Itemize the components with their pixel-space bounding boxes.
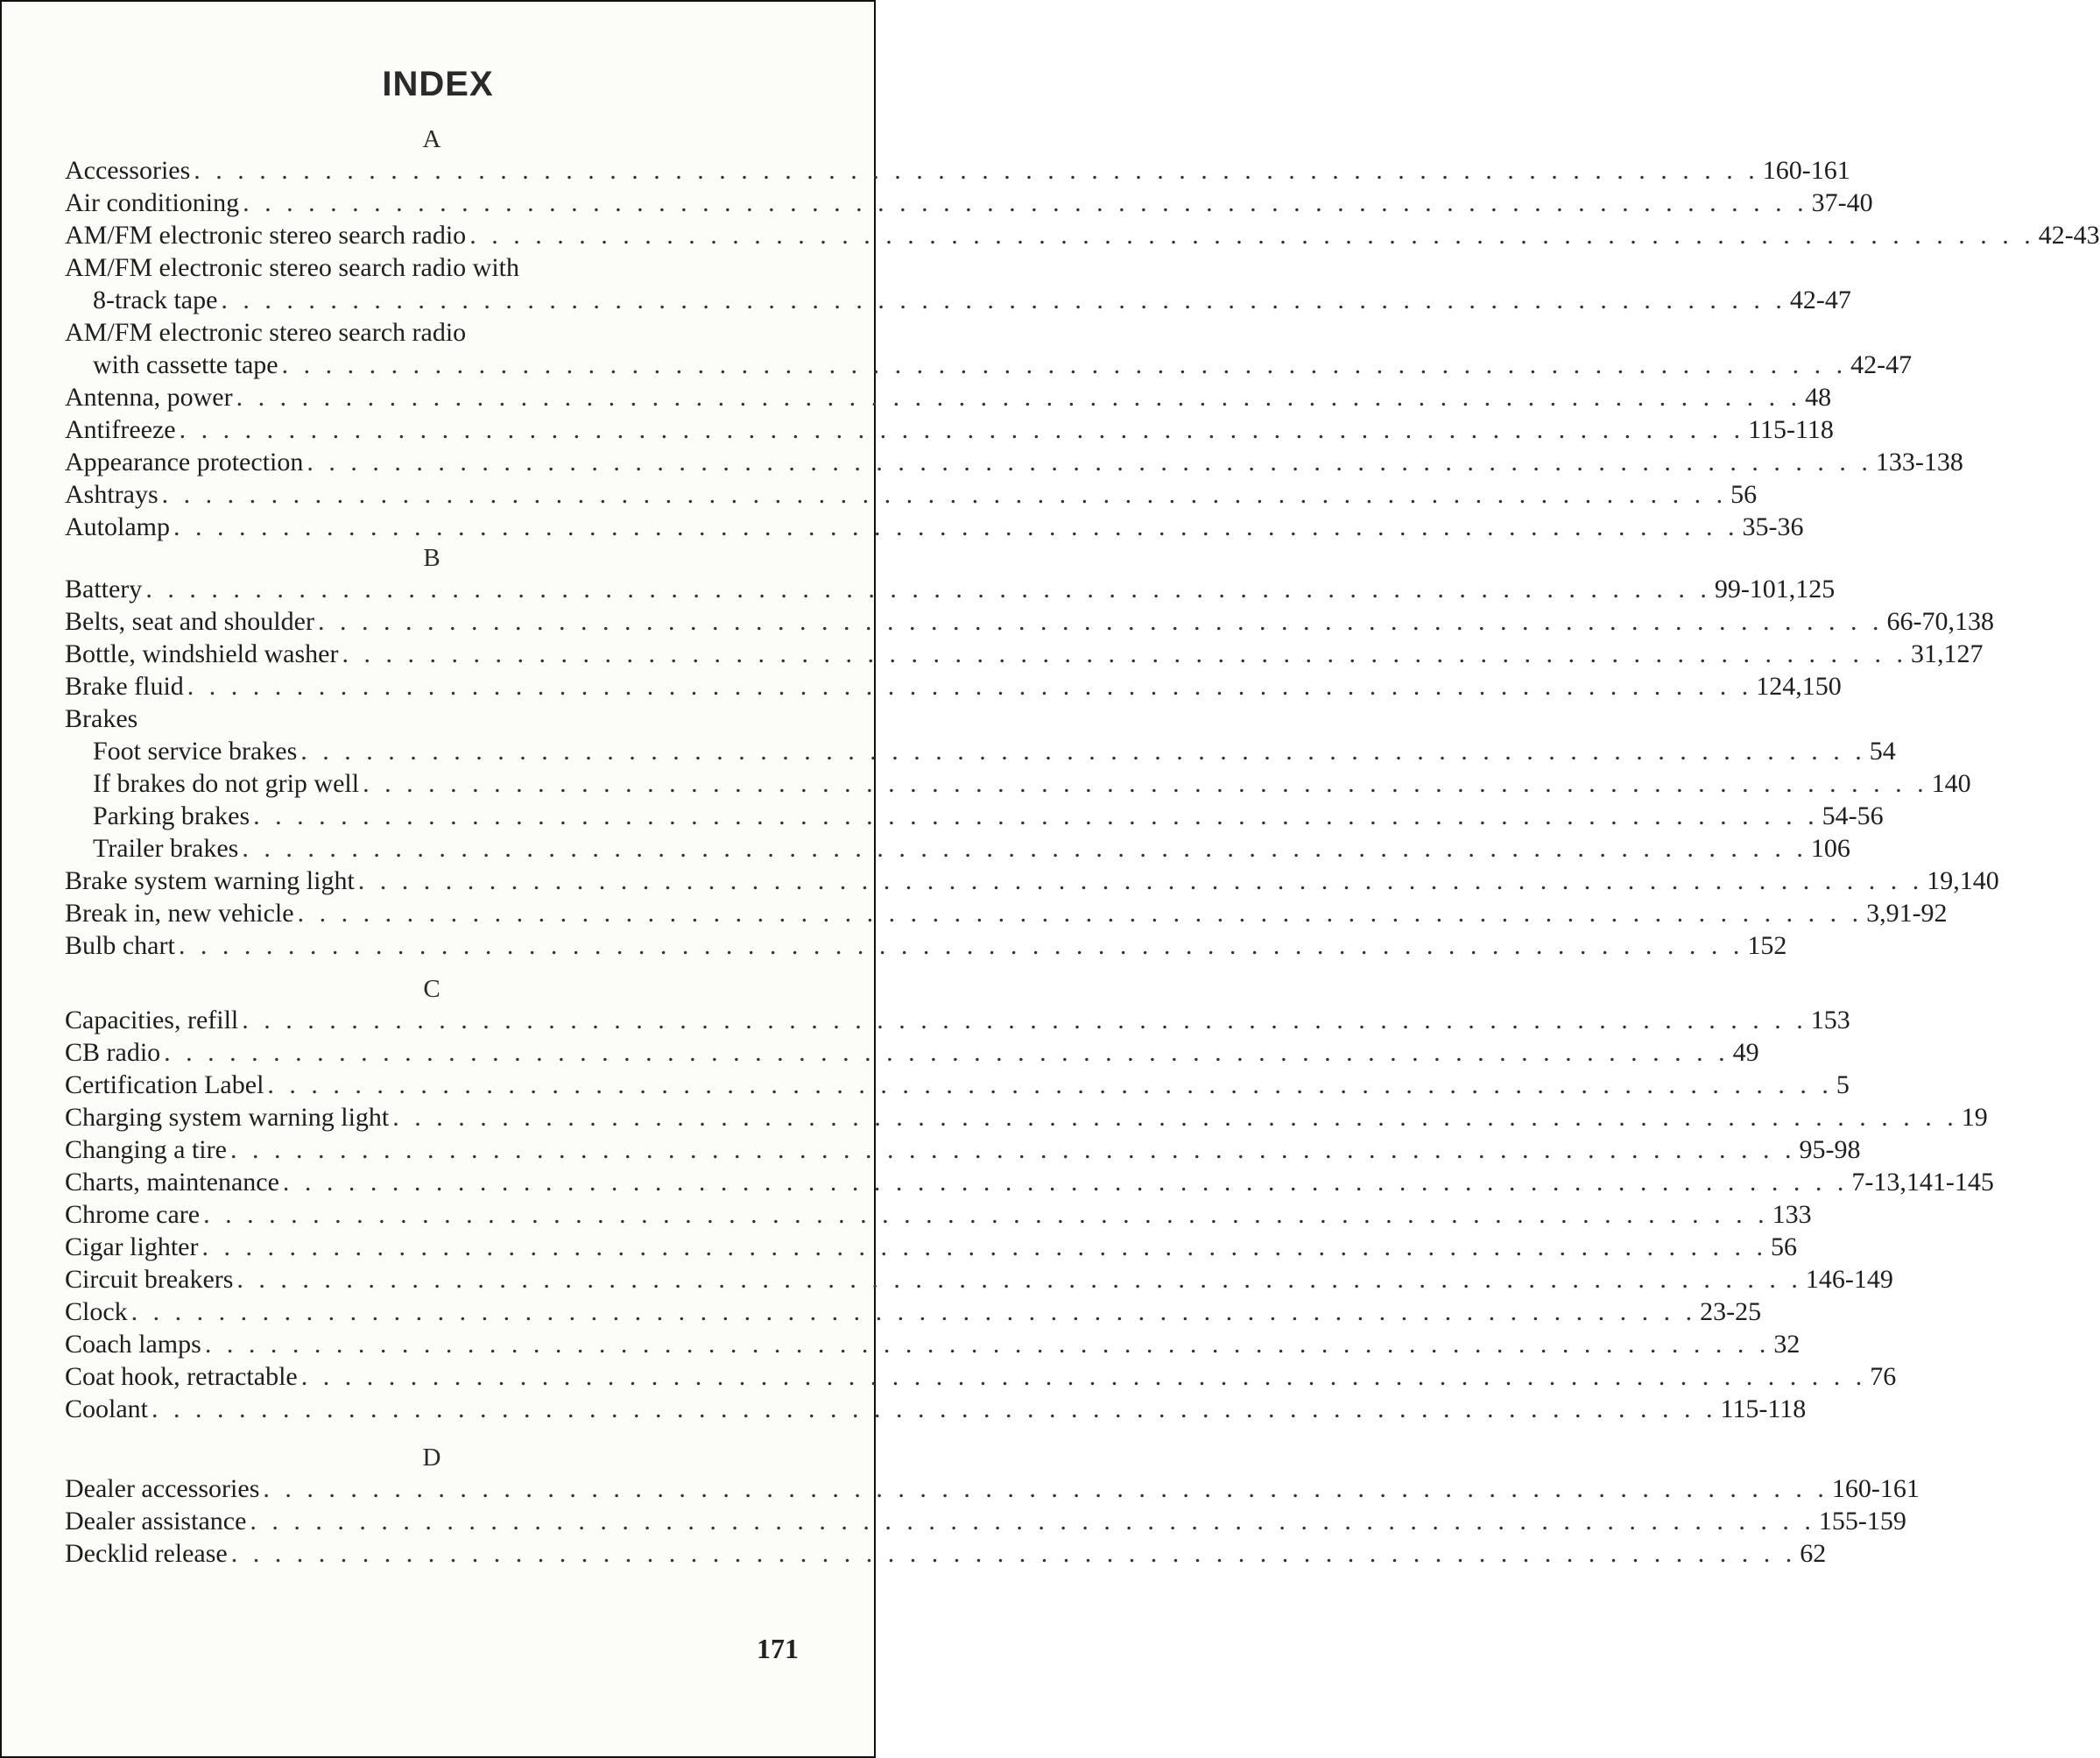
index-list <box>65 124 2100 1570</box>
entry-term: Accessories <box>65 156 191 185</box>
index-entry <box>65 1537 1827 1570</box>
entry-pages: 140 <box>1931 769 1971 798</box>
entry-term: Antenna, power <box>65 383 233 412</box>
entry-pages: 66-70,138 <box>1886 607 1994 636</box>
dot-leader: . . . . . . . . . . . . . . . . . . . . . . . . . . . . . . . . . . . . . . . . . . . . . . . . . . . . . . . . . . . . . . . . . . . . . . . . <box>164 1038 1730 1067</box>
dot-leader: . . . . . . . . . . . . . . . . . . . . . . . . . . . . . . . . . . . . . . . . . . . . . . . . . . . . . . . . . . . . . . . . . . . . . . . . <box>242 834 1808 863</box>
dot-leader: . . . . . . . . . . . . . . . . . . . . . . . . . . . . . . . . . . . . . . . . . . . . . . . . . . . . . . . . . . . . . . . . . . . . . . . . <box>357 866 1924 895</box>
entry-pages: 3,91-92 <box>1866 899 1948 928</box>
entry-pages: 76 <box>1870 1362 1897 1391</box>
dot-leader: . . . . . . . . . . . . . . . . . . . . . . . . . . . . . . . . . . . . . . . . . . . . . . . . . . . . . . . . . . . . . . . . . . . . . . . . <box>300 737 1866 766</box>
dot-leader: . . . . . . . . . . . . . . . . . . . . . . . . . . . . . . . . . . . . . . . . . . . . . . . . . . . . . . . . . . . . . . . . . . . . . . . . <box>469 221 2035 250</box>
index-entry <box>65 1004 1850 1036</box>
dot-leader: . . . . . . . . . . . . . . . . . . . . . . . . . . . . . . . . . . . . . . . . . . . . . . . . . . . . . . . . . . . . . . . . . . . . . . . . <box>297 899 1864 928</box>
dot-leader: . . . . . . . . . . . . . . . . . . . . . . . . . . . . . . . . . . . . . . . . . . . . . . . . . . . . . . . . . . . . . . . . . . . . . . . . <box>342 639 1907 668</box>
index-entry <box>65 1505 1906 1537</box>
entry-pages: 48 <box>1805 383 1832 412</box>
dot-leader: . . . . . . . . . . . . . . . . . . . . . . . . . . . . . . . . . . . . . . . . . . . . . . . . . . . . . . . . . . . . . . . . . . . . . . . . <box>152 1394 1717 1423</box>
entry-pages: 95-98 <box>1799 1135 1861 1164</box>
dot-leader: . . . . . . . . . . . . . . . . . . . . . . . . . . . . . . . . . . . . . . . . . . . . . . . . . . . . . . . . . . . . . . . . . . . . . . . . <box>317 607 1884 636</box>
entry-pages: 133 <box>1772 1200 1812 1229</box>
index-entry <box>65 1101 1988 1133</box>
section-letter: D <box>422 1444 441 1472</box>
index-entry <box>65 1472 1920 1505</box>
dot-leader: . . . . . . . . . . . . . . . . . . . . . . . . . . . . . . . . . . . . . . . . . . . . . . . . . . . . . . . . . . . . . . . . . . . . . . . . <box>281 350 1848 379</box>
index-entry <box>65 1328 1801 1360</box>
entry-term: AM/FM electronic stereo search radio <box>65 318 467 347</box>
dot-leader: . . . . . . . . . . . . . . . . . . . . . . . . . . . . . . . . . . . . . . . . . . . . . . . . . . . . . . . . . . . . . . . . . . . . . . . . <box>187 672 1753 701</box>
dot-leader: . . . . . . . . . . . . . . . . . . . . . . . . . . . . . . . . . . . . . . . . . . . . . . . . . . . . . . . . . . . . . . . . . . . . . . . . <box>179 415 1745 444</box>
index-entry <box>65 1036 1759 1069</box>
entry-term: Charts, maintenance <box>65 1168 279 1197</box>
entry-pages: 115-118 <box>1748 415 1834 444</box>
index-entry <box>65 800 1884 832</box>
entry-pages: 35-36 <box>1742 512 1804 541</box>
dot-leader: . . . . . . . . . . . . . . . . . . . . . . . . . . . . . . . . . . . . . . . . . . . . . . . . . . . . . . . . . . . . . . . . . . . . . . . . <box>203 1200 1769 1229</box>
index-entry <box>65 413 1834 446</box>
entry-pages: 42-43 <box>2038 221 2100 250</box>
entry-pages: 146-149 <box>1805 1265 1893 1294</box>
index-entry <box>65 478 1758 511</box>
entry-pages: 155-159 <box>1818 1507 1906 1536</box>
entry-term: Bulb chart <box>65 931 175 960</box>
entry-pages: 7-13,141-145 <box>1851 1168 1994 1197</box>
entry-term: Changing a tire <box>65 1135 227 1164</box>
entry-pages: 99-101,125 <box>1714 575 1836 604</box>
entry-term: Antifreeze <box>65 415 176 444</box>
index-entry <box>65 187 1873 219</box>
index-entry <box>65 735 1896 767</box>
index-entry <box>65 897 1948 929</box>
index-entry <box>65 1198 1812 1231</box>
dot-leader: . . . . . . . . . . . . . . . . . . . . . . . . . . . . . . . . . . . . . . . . . . . . . . . . . . . . . . . . . . . . . . . . . . . . . . . . <box>230 1539 1797 1568</box>
entry-term: Autolamp <box>65 512 170 541</box>
entry-term: Capacities, refill <box>65 1006 239 1034</box>
entry-term: Circuit breakers <box>65 1265 234 1294</box>
entry-pages: 19 <box>1961 1103 1988 1132</box>
index-entry <box>65 1133 1861 1166</box>
entry-term: Brake system warning light <box>65 866 355 895</box>
entry-term: Coolant <box>65 1394 148 1423</box>
entry-pages: 115-118 <box>1720 1394 1807 1423</box>
page-number: 171 <box>757 1633 799 1664</box>
index-entry <box>65 284 1851 316</box>
entry-term: Brakes <box>65 704 138 733</box>
entry-pages: 31,127 <box>1910 639 1984 668</box>
section-letter: A <box>422 125 441 153</box>
entry-pages: 124,150 <box>1756 672 1842 701</box>
entry-pages: 160-161 <box>1831 1474 1920 1503</box>
dot-leader: . . . . . . . . . . . . . . . . . . . . . . . . . . . . . . . . . . . . . . . . . . . . . . . . . . . . . . . . . . . . . . . . . . . . . . . . <box>173 512 1739 541</box>
dot-leader: . . . . . . . . . . . . . . . . . . . . . . . . . . . . . . . . . . . . . . . . . . . . . . . . . . . . . . . . . . . . . . . . . . . . . . . . <box>300 1362 1867 1391</box>
section-letter: B <box>423 544 440 572</box>
entry-pages: 23-25 <box>1700 1297 1762 1326</box>
index-entry <box>65 1231 1797 1263</box>
entry-term: Belts, seat and shoulder <box>65 607 314 636</box>
index-entry <box>65 381 1832 413</box>
entry-pages: 62 <box>1800 1539 1827 1568</box>
entry-term: Charging system warning light <box>65 1103 390 1132</box>
entry-pages: 153 <box>1810 1006 1850 1034</box>
index-entry <box>65 702 799 735</box>
entry-pages: 152 <box>1747 931 1787 960</box>
dot-leader: . . . . . . . . . . . . . . . . . . . . . . . . . . . . . . . . . . . . . . . . . . . . . . . . . . . . . . . . . . . . . . . . . . . . . . . . <box>204 1330 1771 1359</box>
index-entry <box>65 1263 1893 1296</box>
entry-term: AM/FM electronic stereo search radio with <box>65 253 520 282</box>
entry-pages: 49 <box>1732 1038 1759 1067</box>
entry-term: with cassette tape <box>93 350 278 379</box>
index-entry <box>65 767 1971 800</box>
entry-term: Certification Label <box>65 1070 264 1099</box>
dot-leader: . . . . . . . . . . . . . . . . . . . . . . . . . . . . . . . . . . . . . . . . . . . . . . . . . . . . . . . . . . . . . . . . . . . . . . . . <box>243 188 1808 217</box>
dot-leader: . . . . . . . . . . . . . . . . . . . . . . . . . . . . . . . . . . . . . . . . . . . . . . . . . . . . . . . . . . . . . . . . . . . . . . . . <box>363 769 1928 798</box>
entry-term: Bottle, windshield washer <box>65 639 339 668</box>
index-entry <box>65 1360 1897 1393</box>
index-entry <box>65 865 1999 897</box>
dot-leader: . . . . . . . . . . . . . . . . . . . . . . . . . . . . . . . . . . . . . . . . . . . . . . . . . . . . . . . . . . . . . . . . . . . . . . . . <box>229 1135 1796 1164</box>
index-entry <box>65 605 1994 638</box>
entry-term: Decklid release <box>65 1539 228 1568</box>
entry-term: Air conditioning <box>65 188 240 217</box>
entry-pages: 37-40 <box>1811 188 1873 217</box>
index-entry <box>65 251 799 284</box>
dot-leader: . . . . . . . . . . . . . . . . . . . . . . . . . . . . . . . . . . . . . . . . . . . . . . . . . . . . . . . . . . . . . . . . . . . . . . . . <box>236 383 1802 412</box>
entry-pages: 133-138 <box>1875 448 1963 477</box>
dot-leader: . . . . . . . . . . . . . . . . . . . . . . . . . . . . . . . . . . . . . . . . . . . . . . . . . . . . . . . . . . . . . . . . . . . . . . . . <box>253 801 1819 830</box>
page-title: INDEX <box>382 65 494 103</box>
entry-term: Battery <box>65 575 143 604</box>
index-entry <box>65 511 1804 543</box>
dot-leader: . . . . . . . . . . . . . . . . . . . . . . . . . . . . . . . . . . . . . . . . . . . . . . . . . . . . . . . . . . . . . . . . . . . . . . . . <box>194 156 1759 185</box>
entry-term: Brake fluid <box>65 672 184 701</box>
index-entry <box>65 219 2100 251</box>
dot-leader: . . . . . . . . . . . . . . . . . . . . . . . . . . . . . . . . . . . . . . . . . . . . . . . . . . . . . . . . . . . . . . . . . . . . . . . . <box>392 1103 1958 1132</box>
dot-leader: . . . . . . . . . . . . . . . . . . . . . . . . . . . . . . . . . . . . . . . . . . . . . . . . . . . . . . . . . . . . . . . . . . . . . . . . <box>145 575 1711 604</box>
dot-leader: . . . . . . . . . . . . . . . . . . . . . . . . . . . . . . . . . . . . . . . . . . . . . . . . . . . . . . . . . . . . . . . . . . . . . . . . <box>201 1232 1767 1261</box>
entry-term: Coat hook, retractable <box>65 1362 298 1391</box>
entry-term: Appearance protection <box>65 448 304 477</box>
entry-pages: 42-47 <box>1850 350 1913 379</box>
dot-leader: . . . . . . . . . . . . . . . . . . . . . . . . . . . . . . . . . . . . . . . . . . . . . . . . . . . . . . . . . . . . . . . . . . . . . . . . <box>282 1168 1849 1197</box>
section-letter: C <box>423 975 440 1003</box>
dot-leader: . . . . . . . . . . . . . . . . . . . . . . . . . . . . . . . . . . . . . . . . . . . . . . . . . . . . . . . . . . . . . . . . . . . . . . . . <box>263 1474 1829 1503</box>
entry-pages: 32 <box>1773 1330 1801 1359</box>
entry-term: Dealer accessories <box>65 1474 260 1503</box>
entry-term: Cigar lighter <box>65 1232 199 1261</box>
entry-term: Foot service brakes <box>93 737 298 766</box>
dot-leader: . . . . . . . . . . . . . . . . . . . . . . . . . . . . . . . . . . . . . . . . . . . . . . . . . . . . . . . . . . . . . . . . . . . . . . . . <box>242 1006 1808 1034</box>
dot-leader: . . . . . . . . . . . . . . . . . . . . . . . . . . . . . . . . . . . . . . . . . . . . . . . . . . . . . . . . . . . . . . . . . . . . . . . . <box>250 1507 1815 1536</box>
dot-leader: . . . . . . . . . . . . . . . . . . . . . . . . . . . . . . . . . . . . . . . . . . . . . . . . . . . . . . . . . . . . . . . . . . . . . . . . <box>161 480 1728 509</box>
entry-pages: 19,140 <box>1927 866 1999 895</box>
index-entry <box>65 929 1787 962</box>
entry-term: Dealer assistance <box>65 1507 247 1536</box>
entry-term: 8-track tape <box>93 286 218 314</box>
index-entry <box>65 1166 1994 1198</box>
entry-pages: 42-47 <box>1789 286 1851 314</box>
entry-term: Coach lamps <box>65 1330 201 1359</box>
dot-leader: . . . . . . . . . . . . . . . . . . . . . . . . . . . . . . . . . . . . . . . . . . . . . . . . . . . . . . . . . . . . . . . . . . . . . . . . <box>130 1297 1697 1326</box>
entry-term: CB radio <box>65 1038 161 1067</box>
entry-pages: 160-161 <box>1762 156 1850 185</box>
index-entry <box>65 670 1842 702</box>
dot-leader: . . . . . . . . . . . . . . . . . . . . . . . . . . . . . . . . . . . . . . . . . . . . . . . . . . . . . . . . . . . . . . . . . . . . . . . . <box>178 931 1744 960</box>
dot-leader: . . . . . . . . . . . . . . . . . . . . . . . . . . . . . . . . . . . . . . . . . . . . . . . . . . . . . . . . . . . . . . . . . . . . . . . . <box>221 286 1786 314</box>
entry-term: Trailer brakes <box>93 834 239 863</box>
index-entry <box>65 832 1850 865</box>
index-entry <box>65 1296 1762 1328</box>
entry-pages: 54-56 <box>1822 801 1884 830</box>
entry-term: AM/FM electronic stereo search radio <box>65 221 467 250</box>
entry-term: Clock <box>65 1297 128 1326</box>
index-entry <box>65 349 1913 381</box>
entry-pages: 56 <box>1770 1232 1797 1261</box>
index-entry <box>65 446 1963 478</box>
entry-term: Break in, new vehicle <box>65 899 294 928</box>
index-entry <box>65 638 1984 670</box>
index-entry <box>65 154 1850 187</box>
dot-leader: . . . . . . . . . . . . . . . . . . . . . . . . . . . . . . . . . . . . . . . . . . . . . . . . . . . . . . . . . . . . . . . . . . . . . . . . <box>236 1265 1802 1294</box>
entry-term: If brakes do not grip well <box>93 769 360 798</box>
index-entry <box>65 316 799 349</box>
index-entry <box>65 573 1836 605</box>
entry-pages: 54 <box>1869 737 1896 766</box>
entry-term: Chrome care <box>65 1200 201 1229</box>
entry-term: Ashtrays <box>65 480 159 509</box>
entry-pages: 56 <box>1730 480 1758 509</box>
index-entry <box>65 1393 1807 1425</box>
entry-pages: 5 <box>1836 1070 1850 1099</box>
entry-term: Parking brakes <box>93 801 250 830</box>
dot-leader: . . . . . . . . . . . . . . . . . . . . . . . . . . . . . . . . . . . . . . . . . . . . . . . . . . . . . . . . . . . . . . . . . . . . . . . . <box>267 1070 1833 1099</box>
entry-pages: 106 <box>1810 834 1850 863</box>
index-entry <box>65 1069 1850 1101</box>
dot-leader: . . . . . . . . . . . . . . . . . . . . . . . . . . . . . . . . . . . . . . . . . . . . . . . . . . . . . . . . . . . . . . . . . . . . . . . . <box>307 448 1872 477</box>
